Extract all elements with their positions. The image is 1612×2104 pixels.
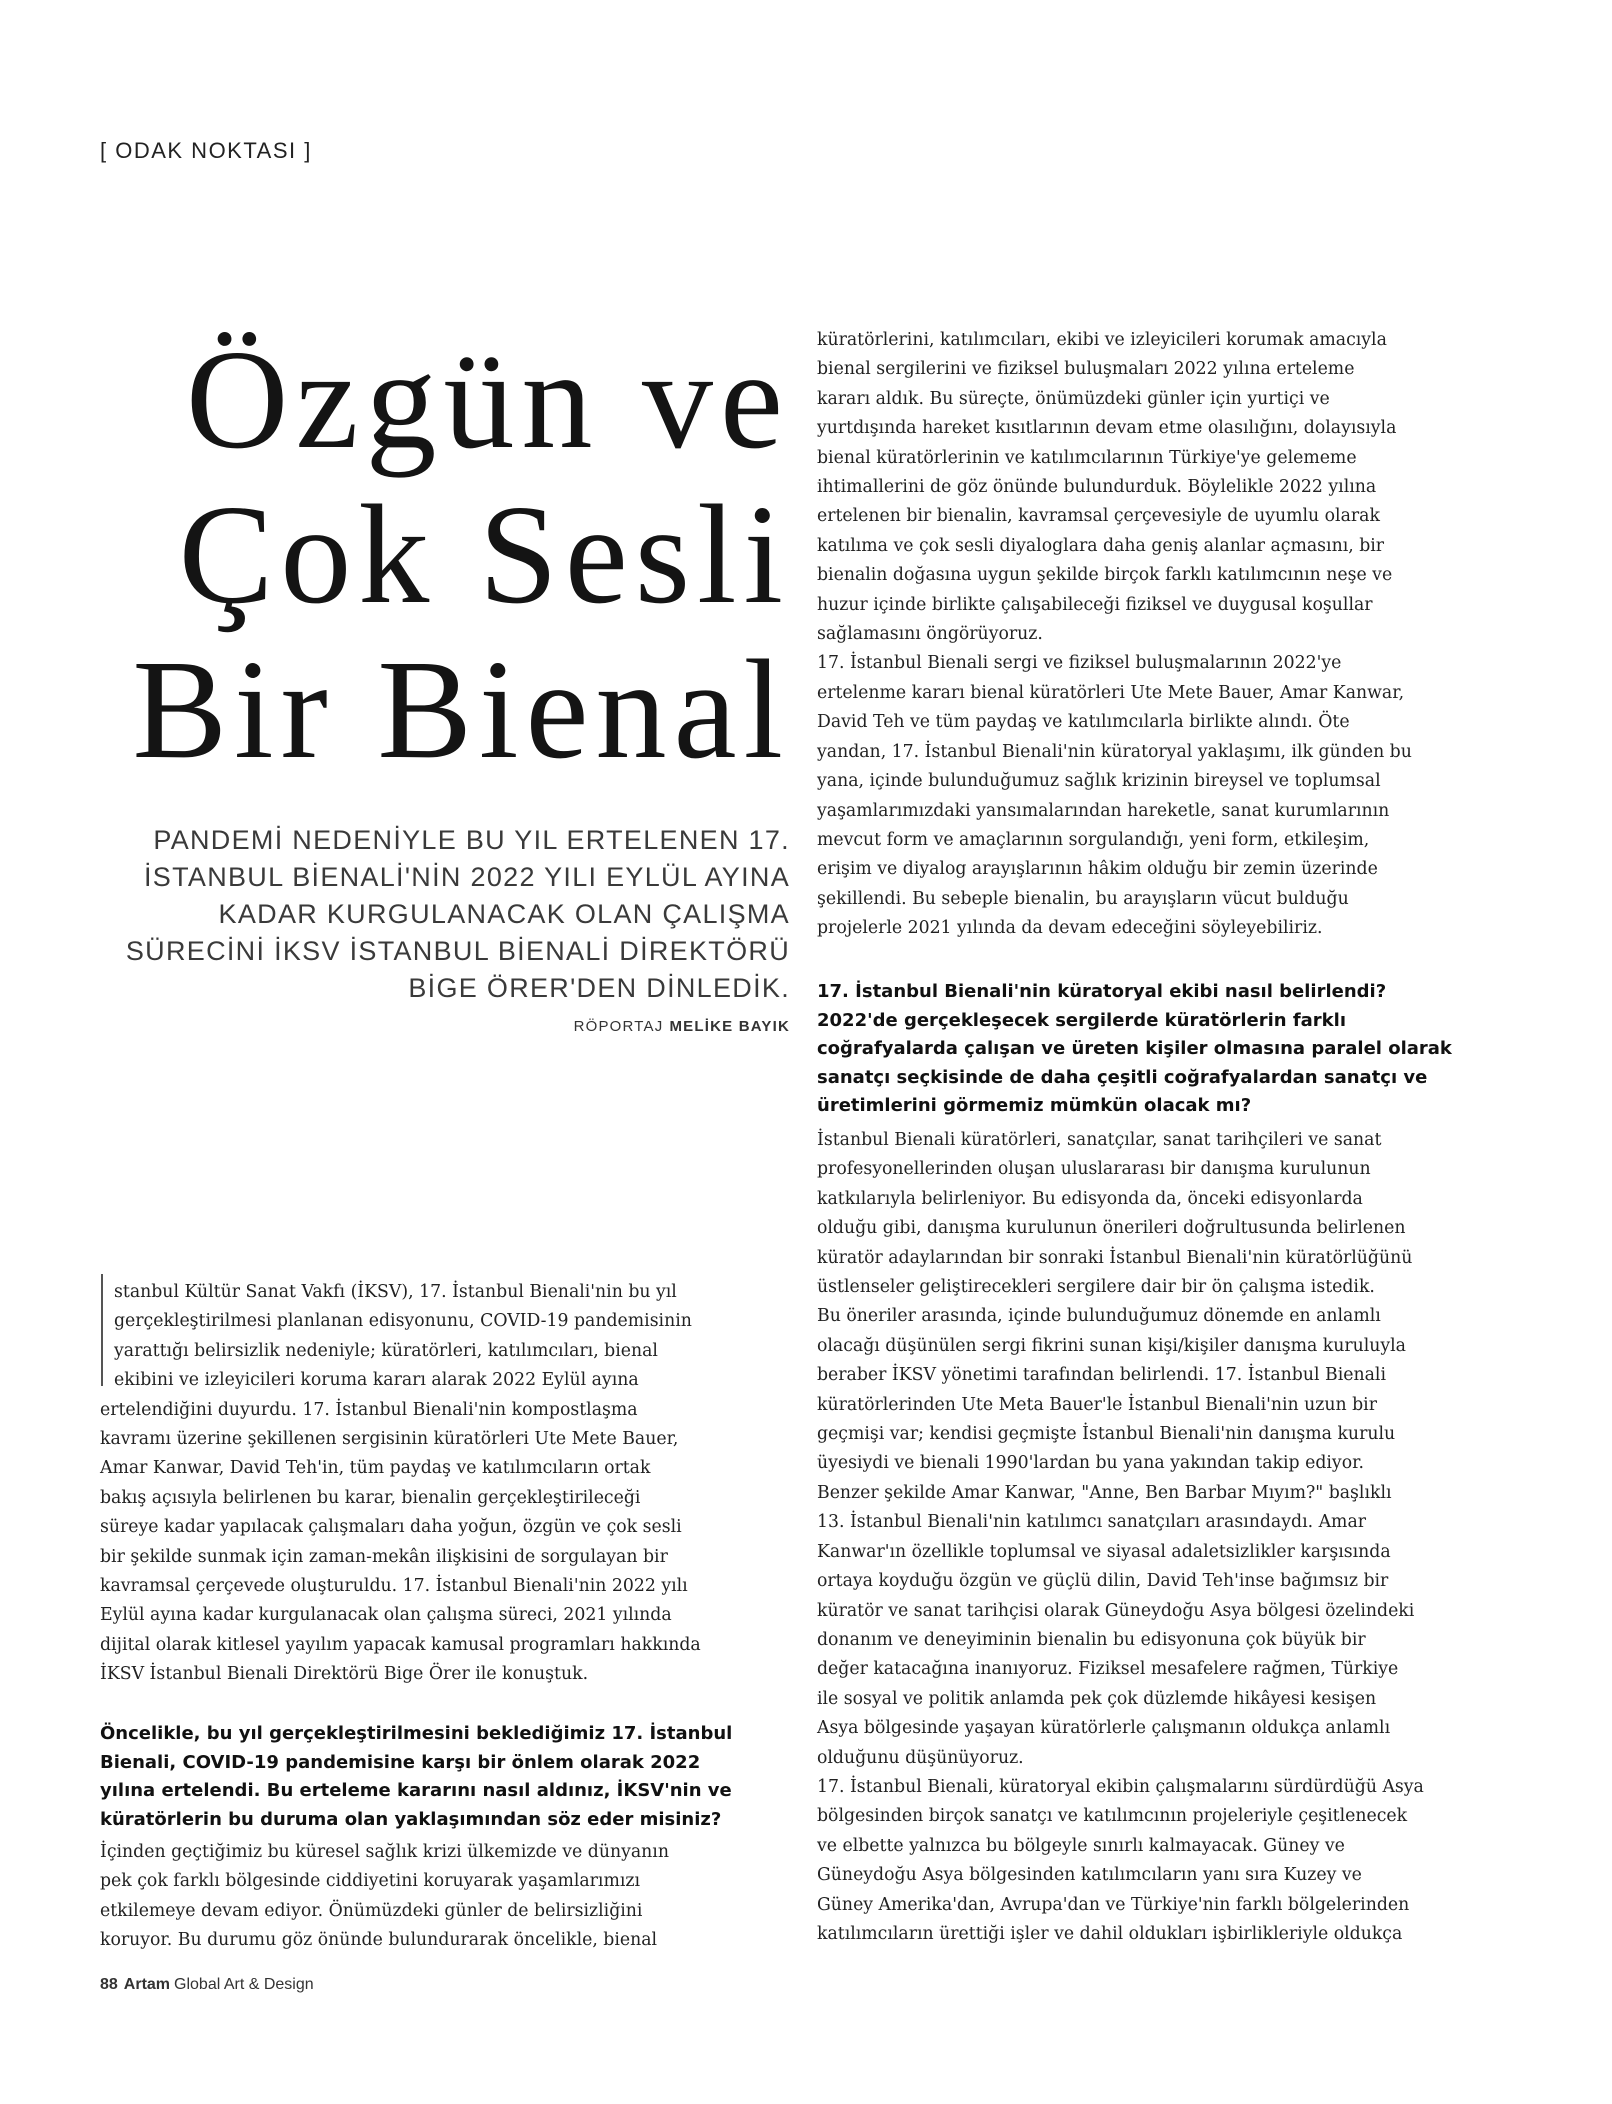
text-line: ortaya koyduğu özgün ve güçlü dilin, David Teh'inse bağımsız bir [817, 1571, 1389, 1592]
page-footer [100, 1976, 314, 1994]
answer-1-continued [817, 326, 1412, 944]
text-line: küratör ve sanat tarihçisi olarak Güneydoğu Asya bölgesi özelindeki [817, 1600, 1415, 1621]
answer-1 [100, 1838, 669, 1956]
text-line: David Teh ve tüm paydaş ve katılımcılarla birlikte alındı. Öte [817, 712, 1350, 733]
text-line: 17. İstanbul Bienali'nin küratoryal ekibi nasıl belirlendi? [817, 981, 1387, 1002]
magazine-tagline: Global Art & Design [174, 1976, 314, 1993]
text-line: koruyor. Bu durumu göz önünde bulundurarak öncelikle, bienal [100, 1930, 658, 1951]
deck-line: SÜRECİNİ İKSV İSTANBUL BİENALİ DİREKTÖRÜ [125, 936, 790, 966]
text-line: olduğunu düşünüyoruz. [817, 1747, 1024, 1768]
text-line: coğrafyalarda çalışan ve üreten kişiler olmasına paralel olarak [817, 1038, 1452, 1059]
title-line: Bir Bienal [132, 630, 790, 788]
text-line: yılına ertelendi. Bu erteleme kararını nasıl aldınız, İKSV'nin ve [100, 1780, 732, 1801]
text-line: katkılarıyla belirleniyor. Bu edisyonda da, önceki edisyonlarda [817, 1188, 1363, 1209]
text-line: 17. İstanbul Bienali, küratoryal ekibin çalışmalarını sürdürdüğü Asya [817, 1776, 1424, 1797]
text-line: ile sosyal ve politik anlamda pek çok düzlemde hikâyesi kesişen [817, 1688, 1377, 1709]
text-line: erişim ve diyalog arayışlarının hâkim olduğu bir zemin üzerinde [817, 859, 1378, 880]
text-line: küratörlerini, katılımcıları, ekibi ve izleyicileri korumak amacıyla [817, 330, 1387, 350]
text-line: bienal sergilerini ve fiziksel buluşmaları 2022 yılına erteleme [817, 359, 1355, 380]
text-line: kavramsal çerçevede oluşturuldu. 17. İstanbul Bienali'nin 2022 yılı [100, 1576, 688, 1597]
text-line: katılımcıların ürettiği işler ve dahil oldukları işbirlikleriyle oldukça [817, 1923, 1403, 1944]
text-line: Öncelikle, bu yıl gerçekleştirilmesini beklediğimiz 17. İstanbul [100, 1723, 733, 1744]
text-line: 2022'de gerçekleşecek sergilerde küratörlerin farklı [817, 1009, 1346, 1031]
text-line: sanatçı seçkisinde de daha çeşitli coğrafyalardan sanatçı ve [817, 1066, 1428, 1088]
text-line: küratörlerin bu duruma olan yaklaşımından söz eder misiniz? [100, 1808, 722, 1830]
text-line: katılıma ve çok sesli diyaloglara daha geniş alanlar açmasını, bir [817, 535, 1385, 556]
text-line: yandan, 17. İstanbul Bienali'nin küratoryal yaklaşımı, ilk günden bu [817, 741, 1412, 762]
text-line: Güneydoğu Asya bölgesinden katılımcıların yanı sıra Kuzey ve [817, 1865, 1362, 1886]
byline [100, 1018, 790, 1035]
text-line: ihtimallerini de göz önünde bulundurduk. Böylelikle 2022 yılına [817, 477, 1377, 498]
text-line: geçmişi var; kendisi geçmişte İstanbul Bienali'nin danışma kurulu [817, 1424, 1396, 1445]
text-line: profesyonellerinden oluşan uluslararası bir danışma kurulunun [817, 1159, 1371, 1180]
text-line: küratörlerinden Ute Meta Bauer'le İstanbul Bienali'nin uzun bir [817, 1394, 1377, 1415]
text-line: İKSV İstanbul Bienali Direktörü Bige Örer ile konuştuk. [100, 1664, 589, 1685]
text-line: üyesiydi ve bienali 1990'lardan bu yana yakından takip ediyor. [817, 1453, 1364, 1474]
text-line: İstanbul Bienali küratörleri, sanatçılar, sanat tarihçileri ve sanat [817, 1130, 1382, 1150]
byline-label: RÖPORTAJ [573, 1018, 664, 1035]
text-line: Bienali, COVID-19 pandemisine karşı bir önlem olarak 2022 [100, 1751, 701, 1773]
article-deck [100, 822, 790, 1007]
text-line: Güney Amerika'dan, Avrupa'dan ve Türkiye'nin farklı bölgelerinden [817, 1894, 1410, 1915]
text-line: Amar Kanwar, David Teh'in, tüm paydaş ve katılımcıların ortak [100, 1458, 651, 1479]
text-line: bienalin doğasına uygun şekilde birçok farklı katılımcının neşe ve [817, 565, 1393, 586]
title-line: Çok Sesli [178, 475, 790, 633]
text-line: Bu öneriler arasında, içinde bulunduğumuz dönemde en anlamlı [817, 1306, 1381, 1327]
deck-line: İSTANBUL BİENALİ'NİN 2022 YILI EYLÜL AYINA [143, 862, 790, 892]
intro-paragraph [100, 1278, 701, 1690]
text-line: yaşamlarımızdaki yansımalarından hareketle, sanat kurumlarının [817, 800, 1390, 821]
text-line: üretimlerini görmemiz mümkün olacak mı? [817, 1095, 1252, 1116]
text-line: sağlamasını öngörüyoruz. [817, 624, 1043, 645]
text-line: olacağı düşünülen sergi fikrini sunan kişi/kişiler danışma kuruluyla [817, 1335, 1406, 1356]
text-line: 13. İstanbul Bienali'nin katılımcı sanatçıları arasındaydı. Amar [817, 1512, 1367, 1533]
text-line: donanım ve deneyiminin bienalin bu edisyonuna çok büyük bir [817, 1629, 1366, 1650]
text-line: kararı aldık. Bu süreçte, önümüzdeki günler için yurtiçi ve [817, 388, 1330, 409]
magazine-brand: Artam [123, 1976, 171, 1993]
article-title [100, 322, 790, 787]
text-line: ekibini ve izleyicileri koruma kararı alarak 2022 Eylül ayına [114, 1370, 639, 1391]
text-line: yana, içinde bulunduğumuz sağlık krizinin bireysel ve toplumsal [817, 771, 1381, 792]
text-line: bakış açısıyla belirlenen bu karar, bienalin gerçekleştirileceği [100, 1487, 641, 1508]
text-line: Kanwar'ın özellikle toplumsal ve siyasal adaletsizlikler karşısında [817, 1541, 1391, 1562]
byline-author: MELİKE BAYIK [669, 1018, 790, 1035]
text-line: Eylül ayına kadar kurgulanacak olan çalışma süreci, 2021 yılında [100, 1605, 672, 1626]
deck-line: BİGE ÖRER'DEN DİNLEDİK. [408, 973, 790, 1003]
text-line: ertelenen bir bienalin, kavramsal çerçevesiyle de uyumlu olarak [817, 506, 1380, 527]
text-line: üstlenseler geliştirecekleri sergilere dair bir ön çalışma istedik. [817, 1277, 1375, 1298]
question-1 [100, 1720, 732, 1834]
text-line: küratör adaylarından bir sonraki İstanbul Bienali'nin küratörlüğünü [817, 1247, 1413, 1268]
text-line: Asya bölgesinde yaşayan küratörlerle çalışmanın oldukça anlamlı [817, 1718, 1391, 1739]
text-line: ertelendiğini duyurdu. 17. İstanbul Bienali'nin kompostlaşma [100, 1399, 638, 1420]
text-line: projelerle 2021 yılında da devam edeceğini söyleyebiliriz. [817, 918, 1323, 939]
text-line: bienal küratörlerinin ve katılımcılarının Türkiye'ye gelememe [817, 447, 1357, 468]
text-line: Benzer şekilde Amar Kanwar, "Anne, Ben Barbar Mıyım?" başlıklı [817, 1482, 1392, 1503]
text-line: huzur içinde birlikte çalışabileceği fiziksel ve duygusal koşullar [817, 594, 1373, 615]
text-line: ve elbette yalnızca bu bölgeyle sınırlı kalmayacak. Güney ve [817, 1835, 1345, 1856]
text-line: olduğu gibi, danışma kurulunun önerileri doğrultusunda belirlenen [817, 1218, 1406, 1239]
text-line: kavramı üzerine şekillenen sergisinin küratörleri Ute Mete Bauer, [100, 1429, 679, 1450]
text-line: gerçekleştirilmesi planlanan edisyonunu, COVID-19 pandemisinin [114, 1311, 692, 1332]
page-number: 88 [100, 1976, 118, 1993]
text-line: mevcut form ve amaçlarının sorgulandığı, yeni form, etkileşim, [817, 829, 1370, 850]
text-line: bölgesinden birçok sanatçı ve katılımcının projeleriyle çeşitlenecek [817, 1806, 1408, 1827]
text-line: ertelenme kararı bienal küratörleri Ute Mete Bauer, Amar Kanwar, [817, 682, 1405, 703]
text-line: stanbul Kültür Sanat Vakfı (İKSV), 17. İstanbul Bienali'nin bu yıl [114, 1282, 677, 1302]
text-line: İçinden geçtiğimiz bu küresel sağlık krizi ülkemizde ve dünyanın [100, 1842, 669, 1862]
text-line: yarattığı belirsizlik nedeniyle; küratörleri, katılımcıları, bienal [114, 1340, 658, 1361]
section-tag: [ ODAK NOKTASI ] [100, 138, 312, 163]
text-line: şekillendi. Bu sebeple bienalin, bu arayışların vücut bulduğu [817, 888, 1349, 909]
text-line: değer katacağına inanıyoruz. Fiziksel mesafelere rağmen, Türkiye [817, 1659, 1399, 1680]
answer-2 [817, 1126, 1424, 1949]
text-line: dijital olarak kitlesel yayılım yapacak kamusal programları hakkında [100, 1634, 701, 1655]
title-line: Özgün ve [185, 320, 790, 478]
deck-line: KADAR KURGULANACAK OLAN ÇALIŞMA [218, 899, 790, 929]
text-line: beraber İKSV yönetimi tarafından belirlendi. 17. İstanbul Bienali [817, 1365, 1386, 1386]
question-2 [817, 978, 1452, 1121]
text-line: 17. İstanbul Bienali sergi ve fiziksel buluşmalarının 2022'ye [817, 653, 1342, 674]
text-line: süreye kadar yapılacak çalışmaları daha yoğun, özgün ve çok sesli [100, 1517, 682, 1538]
text-line: pek çok farklı bölgesinde ciddiyetini koruyarak yaşamlarımızı [100, 1871, 640, 1892]
deck-line: PANDEMİ NEDENİYLE BU YIL ERTELENEN 17. [153, 825, 790, 855]
text-line: bir şekilde sunmak için zaman-mekân ilişkisini de sorgulayan bir [100, 1546, 668, 1567]
text-line: etkilemeye devam ediyor. Önümüzdeki günler de belirsizliğini [100, 1900, 643, 1921]
text-line: yurtdışında hareket kısıtlarının devam etme olasılığını, dolayısıyla [817, 418, 1397, 439]
